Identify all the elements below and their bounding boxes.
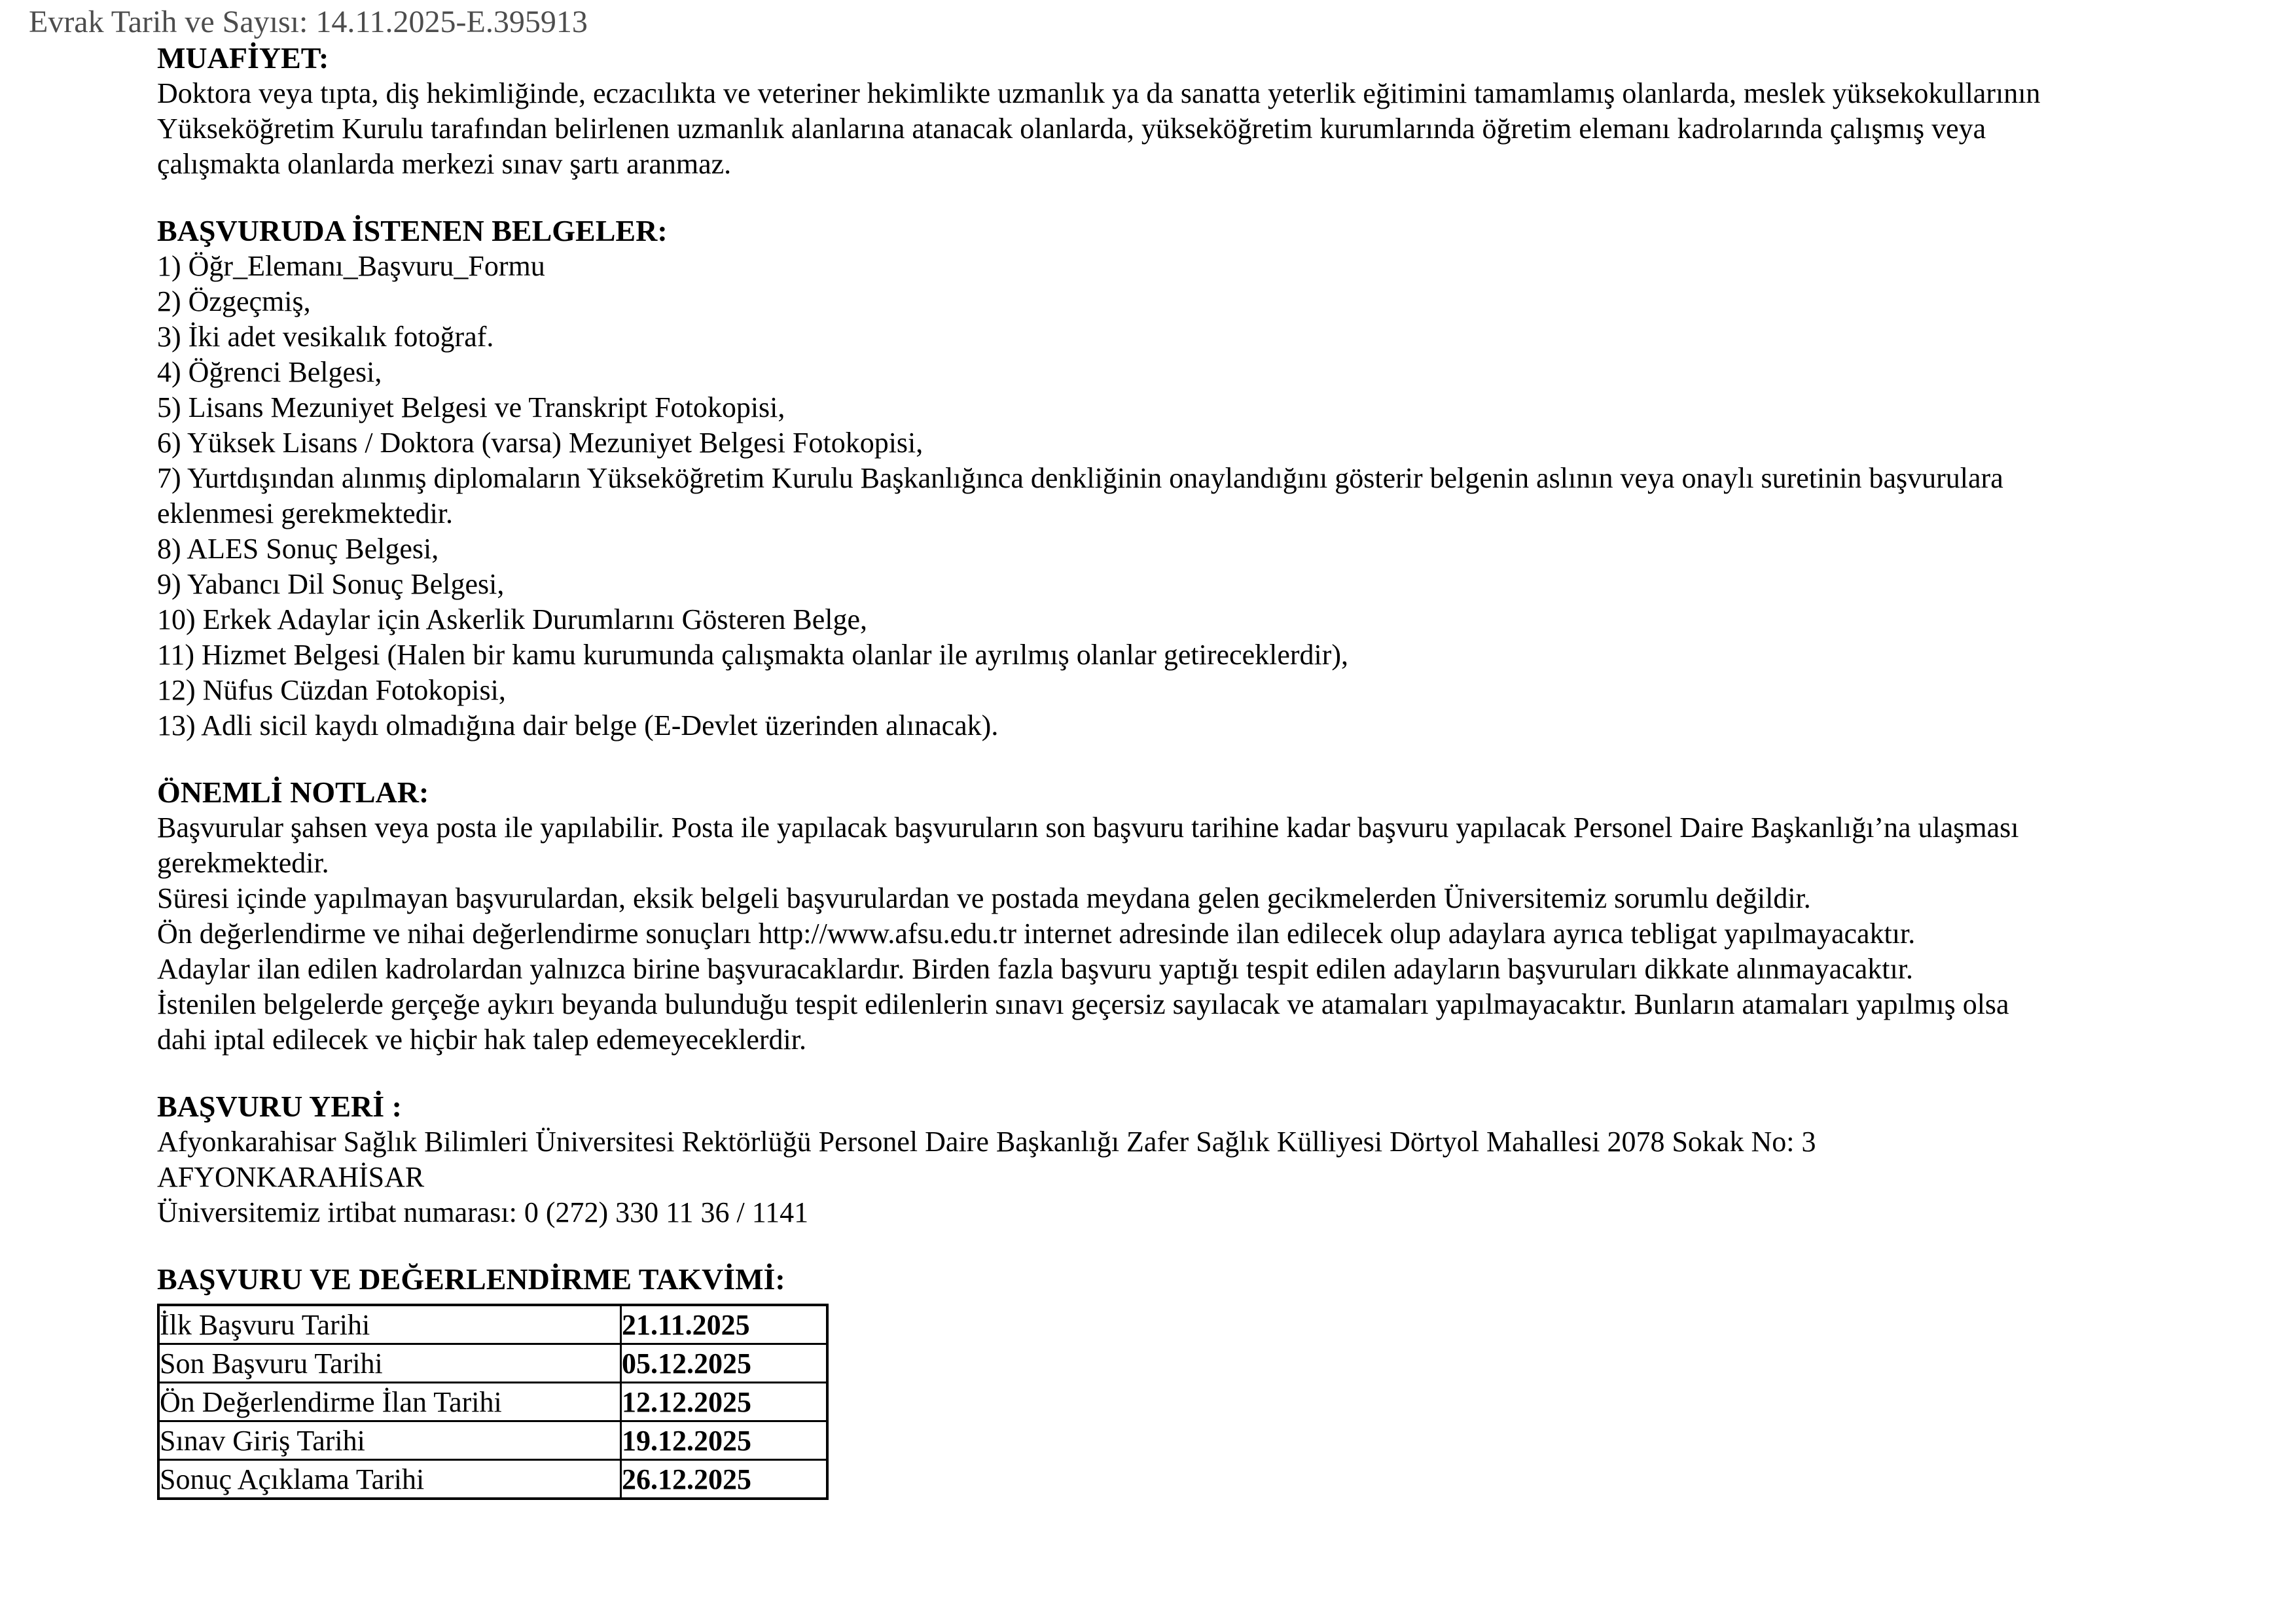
muafiyet-line: çalışmakta olanlarda merkezi sınav şartı aranmaz.: [157, 148, 732, 180]
muafiyet-line: Doktora veya tıpta, diş hekimliğinde, eczacılıkta ve veteriner hekimlikte uzmanlık ya da sanatta yeterlik eğitimini tamamlamış olanlarda, meslek yüksekokullarının: [157, 77, 2041, 109]
belgeler-item: 13) Adli sicil kaydı olmadığına dair belge (E-Devlet üzerinden alınacak).: [157, 709, 999, 741]
row-label-cell: Sonuç Açıklama Tarihi: [158, 1460, 621, 1499]
belgeler-item: 10) Erkek Adaylar için Askerlik Durumlarını Gösteren Belge,: [157, 603, 868, 635]
note-line: Ön değerlendirme ve nihai değerlendirme sonuçları http://www.afsu.edu.tr internet adresinde ilan edilecek olup adaylara ayrıca tebligat yapılmayacaktır.: [157, 918, 1916, 950]
muafiyet-heading: MUAFİYET:: [157, 41, 329, 75]
takvim-table: [157, 1304, 829, 1500]
address-line: AFYONKARAHİSAR: [157, 1161, 425, 1193]
contact-line: Üniversitemiz irtibat numarası: 0 (272) 330 11 36 / 1141: [157, 1196, 809, 1228]
takvim-heading: BAŞVURU VE DEĞERLENDİRME TAKVİMİ:: [157, 1262, 785, 1296]
belgeler-item: 3) İki adet vesikalık fotoğraf.: [157, 321, 494, 353]
section-takvim: [157, 1262, 2278, 1500]
belgeler-heading: BAŞVURUDA İSTENEN BELGELER:: [157, 214, 668, 247]
section-onemli-notlar: [157, 775, 2278, 1058]
muafiyet-line: Yükseköğretim Kurulu tarafından belirlenen uzmanlık alanlarına atanacak olanlarda, yükseköğretim kurumlarında öğretim elemanı kadrolarında çalışmış veya: [157, 113, 1986, 145]
belgeler-item: 8) ALES Sonuç Belgesi,: [157, 533, 439, 565]
row-label-cell: İlk Başvuru Tarihi: [158, 1305, 621, 1344]
row-label-cell: Ön Değerlendirme İlan Tarihi: [158, 1383, 621, 1421]
note-line: Başvurular şahsen veya posta ile yapılabilir. Posta ile yapılacak başvuruların son başvuru tarihine kadar başvuru yapılacak Personel Daire Başkanlığı’na ulaşması: [157, 812, 2019, 844]
table-row: [158, 1460, 827, 1499]
table-row: [158, 1305, 827, 1344]
basvuru-yeri-heading: BAŞVURU YERİ :: [157, 1090, 402, 1123]
section-basvuru-yeri: [157, 1089, 2278, 1230]
table-row: [158, 1421, 827, 1460]
row-date-cell: 19.12.2025: [621, 1421, 828, 1460]
belgeler-item: 1) Öğr_Elemanı_Başvuru_Formu: [157, 250, 545, 282]
section-belgeler: [157, 213, 2278, 743]
section-muafiyet: [157, 41, 2278, 182]
note-line: dahi iptal edilecek ve hiçbir hak talep edemeyeceklerdir.: [157, 1024, 806, 1056]
note-line: Adaylar ilan edilen kadrolardan yalnızca birine başvuracaklardır. Birden fazla başvuru yaptığı tespit edilen adayların başvuruları dikkate alınmayacaktır.: [157, 953, 1913, 985]
row-date-cell: 05.12.2025: [621, 1344, 828, 1383]
document-header: Evrak Tarih ve Sayısı: 14.11.2025-E.395913: [29, 5, 588, 39]
belgeler-item: 12) Nüfus Cüzdan Fotokopisi,: [157, 674, 506, 706]
onemli-notlar-heading: ÖNEMLİ NOTLAR:: [157, 776, 429, 809]
belgeler-item: 2) Özgeçmiş,: [157, 285, 311, 317]
belgeler-item: 11) Hizmet Belgesi (Halen bir kamu kurumunda çalışmakta olanlar ile ayrılmış olanlar getireceklerdir),: [157, 639, 1349, 671]
table-row: [158, 1383, 827, 1421]
table-row: [158, 1344, 827, 1383]
document-content: [157, 41, 2278, 1500]
row-date-cell: 21.11.2025: [621, 1305, 828, 1344]
note-line: İstenilen belgelerde gerçeğe aykırı beyanda bulunduğu tespit edilenlerin sınavı geçersiz sayılacak ve atamaları yapılmayacaktır. Bunların atamaları yapılmış olsa: [157, 988, 2009, 1020]
row-label-cell: Son Başvuru Tarihi: [158, 1344, 621, 1383]
belgeler-item: 7) Yurtdışından alınmış diplomaların Yükseköğretim Kurulu Başkanlığınca denkliğinin onaylandığını gösterir belgenin aslının veya onaylı suretinin başvurulara: [157, 462, 2003, 494]
belgeler-item: 6) Yüksek Lisans / Doktora (varsa) Mezuniyet Belgesi Fotokopisi,: [157, 427, 924, 459]
note-line: Süresi içinde yapılmayan başvurulardan, eksik belgeli başvurulardan ve postada meydana gelen gecikmelerden Üniversitemiz sorumlu değildir.: [157, 882, 1811, 914]
belgeler-item-continuation: eklenmesi gerekmektedir.: [157, 497, 454, 529]
row-date-cell: 12.12.2025: [621, 1383, 828, 1421]
belgeler-item: 5) Lisans Mezuniyet Belgesi ve Transkript Fotokopisi,: [157, 391, 785, 423]
row-label-cell: Sınav Giriş Tarihi: [158, 1421, 621, 1460]
note-line: gerekmektedir.: [157, 847, 329, 879]
address-line: Afyonkarahisar Sağlık Bilimleri Üniversitesi Rektörlüğü Personel Daire Başkanlığı Zafer Sağlık Külliyesi Dörtyol Mahallesi 2078 Sokak No: 3: [157, 1126, 1816, 1158]
belgeler-item: 4) Öğrenci Belgesi,: [157, 356, 382, 388]
belgeler-item: 9) Yabancı Dil Sonuç Belgesi,: [157, 568, 505, 600]
row-date-cell: 26.12.2025: [621, 1460, 828, 1499]
